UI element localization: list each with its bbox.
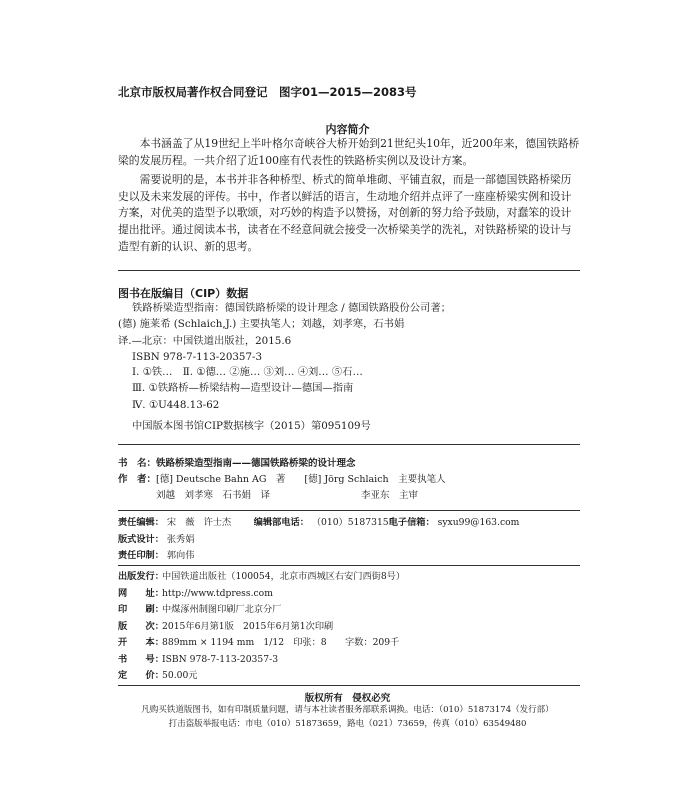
cip-verify-line: 中国版本图书馆CIP数据核字（2015）第095109号 (132, 420, 371, 432)
pub-value: 50.00元 (162, 670, 198, 681)
author-label: 作 者： (118, 474, 157, 485)
print-label: 责任印制： (118, 550, 164, 561)
footer-notice (0, 703, 695, 731)
book-title-value: 铁路桥梁造型指南——德国铁路桥梁的设计理念 (156, 458, 356, 469)
cip-line: (德) 施莱希 (Schlaich,J.) 主要执笔人；刘越，刘孝寒，石书娟 (118, 318, 405, 331)
pub-label: 出版发行： (118, 571, 164, 582)
pub-label: 版 次： (118, 620, 164, 632)
phone-label: 编辑部电话： (253, 517, 309, 528)
divider-middle (118, 444, 580, 445)
pub-label: 书 号： (118, 653, 164, 665)
rights-reserved: 版权所有 侵权必究 (304, 693, 391, 704)
design-value: 张秀娟 (166, 533, 195, 545)
copyright-registration: 北京市版权局著作权合同登记 图字01—2015—2083号 (118, 85, 417, 99)
pub-row (118, 652, 405, 669)
intro-title: 内容简介 (325, 123, 370, 136)
cip-line: 铁路桥梁造型指南：德国铁路桥梁的设计理念 / 德国铁路股份公司著； (132, 302, 451, 314)
pub-value: 889mm × 1194 mm 1/12 印张：8 字数：209千 (162, 637, 400, 648)
publication-details (118, 569, 405, 685)
cip-isbn: ISBN 978-7-113-20357-3 (132, 351, 263, 364)
pub-value: 2015年6月第1版 2015年6月第1次印刷 (162, 620, 334, 632)
cip-line: 译.—北京：中国铁道出版社，2015.6 (118, 334, 292, 347)
pub-row (118, 668, 405, 685)
cip-class-line: Ⅳ. ①U448.13-62 (132, 398, 220, 411)
design-label: 版式设计： (118, 533, 164, 545)
divider-editors-top (118, 510, 580, 511)
pub-label: 印 刷： (118, 604, 164, 615)
intro-paragraph-2: 需要说明的是，本书并非各种桥型、桥式的简单堆砌、平铺直叙，而是一部德国铁路桥梁历史以及未来发展的评传。书中，作者以鲜活的语言，生动地介绍并点评了一座座桥梁实例和设计方案，对优美的造型予以歌颂，对巧妙的构造予以赞扬，对创新的努力给予鼓励，对蠢笨的设计提出批评。通过阅读本书，读者在不经意间就会接受一次桥梁美学的洗礼，对铁路桥梁的设计与造型有新的认识、新的思考。 (118, 173, 572, 253)
footer-line: 打击盗版举报电话：市电（010）51873659，路电（021）73659，传真（010）63549480 (168, 719, 527, 729)
editor-value: 宋 薇 许士杰 (166, 517, 232, 528)
reviewer: 李亚东 主审 (361, 490, 419, 501)
print-value: 郭向伟 (166, 550, 195, 561)
cip-class-line: Ⅰ. ①铁… Ⅱ. ①德… ②施… ③刘… ④刘… ⑤石… (132, 366, 363, 378)
pub-row (118, 619, 405, 636)
cip-title: 图书在版编目（CIP）数据 (118, 287, 249, 300)
divider-bottom (118, 685, 580, 686)
email-value: syxu99@163.com (437, 517, 520, 528)
divider-publisher-top (118, 565, 580, 566)
footer-line: 凡购买铁道版图书，如有印制质量问题，请与本社读者服务部联系调换。电话：（010）51873174（发行部） (141, 705, 554, 715)
editor-label: 责任编辑： (118, 517, 164, 528)
author-value: [德] Deutsche Bahn AG 著 [德] Jörg Schlaich 主要执笔人 (156, 474, 446, 485)
translators: 刘越 刘孝寒 石书娟 译 (156, 490, 271, 501)
cip-record (118, 300, 580, 366)
pub-value: 中煤涿州制图印刷厂北京分厂 (162, 604, 282, 615)
pub-value: http://www.tdpress.com (162, 587, 273, 599)
editor-info (118, 515, 519, 565)
pub-row (118, 586, 405, 603)
bibliographic-info (118, 456, 446, 504)
intro-body (118, 136, 580, 255)
book-title-label: 书 名： (118, 458, 157, 469)
phone-value: （010）51873155 (311, 517, 395, 528)
pub-value: ISBN 978-7-113-20357-3 (162, 653, 279, 665)
pub-label: 网 址： (118, 587, 164, 599)
pub-row (118, 602, 405, 619)
divider-top (118, 270, 580, 271)
pub-value: 中国铁道出版社（100054，北京市西城区右安门西街8号） (162, 571, 406, 582)
cip-verify (118, 418, 580, 434)
cip-class-line: Ⅲ. ①铁路桥—桥梁结构—造型设计—德国—指南 (132, 382, 354, 395)
email-label: 电子信箱： (388, 517, 435, 528)
pub-row (118, 569, 405, 586)
cip-classification (118, 364, 580, 413)
pub-row (118, 635, 405, 652)
pub-label: 开 本： (118, 637, 164, 648)
intro-paragraph-1: 本书涵盖了从19世纪上半叶格尔奇峡谷大桥开始到21世纪头10年，近200年来，德国铁路桥梁的发展历程。一共介绍了近100座有代表性的铁路桥实例以及设计方案。 (118, 137, 580, 167)
pub-label: 定 价： (118, 670, 164, 681)
